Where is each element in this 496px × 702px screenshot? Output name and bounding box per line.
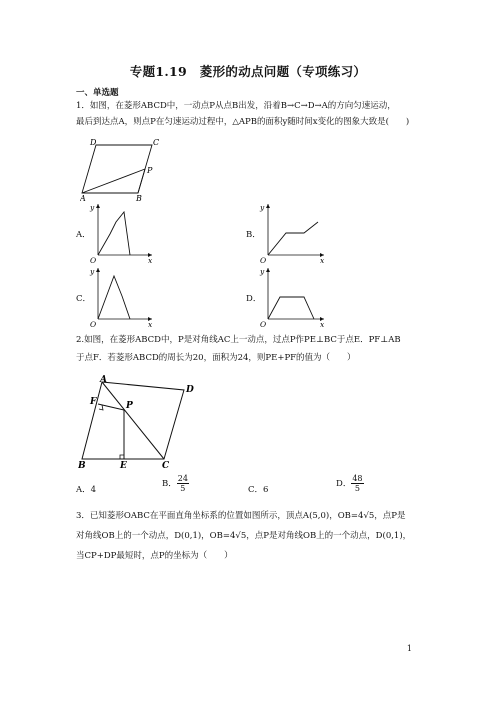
q2-label-c: C bbox=[162, 461, 170, 470]
q1-label-d: D bbox=[90, 138, 97, 147]
q1-label-a: A bbox=[80, 194, 86, 202]
q2-option-d-num: 48 bbox=[352, 474, 363, 483]
q1-option-a-label: A． bbox=[76, 230, 91, 240]
q2-label-a: A bbox=[100, 375, 107, 385]
q2-option-d-den: 5 bbox=[354, 484, 360, 493]
q1-option-d-graph bbox=[258, 264, 330, 328]
q1-b-origin: O bbox=[260, 256, 267, 264]
q2-option-d-fraction bbox=[351, 474, 363, 493]
q1-label-b: B bbox=[136, 194, 142, 202]
q2-label-b: B bbox=[78, 461, 86, 470]
q1-option-c-graph bbox=[86, 264, 156, 328]
q2-label-f: F bbox=[90, 397, 97, 407]
q1-c-axis-x: x bbox=[148, 320, 153, 328]
q1-option-d-label: D． bbox=[246, 294, 262, 304]
q1-a-axis-y: y bbox=[90, 203, 95, 212]
q2-option-b-num: 24 bbox=[177, 474, 188, 483]
q3-line1: 3．已知菱形OABC在平面直角坐标系的位置如图所示，顶点A(5,0)，OB=4√5，点P是 bbox=[76, 511, 406, 521]
q3-line3: 当CP+DP最短时，点P的坐标为（ ） bbox=[76, 551, 233, 561]
q2-option-b bbox=[162, 474, 189, 493]
q2-line2: 于点F．若菱形ABCD的周长为20，面积为24，则PE+PF的值为（ ） bbox=[76, 353, 356, 363]
q1-label-p: P bbox=[147, 166, 153, 175]
q1-a-axis-x: x bbox=[148, 256, 153, 264]
page-title: 专题1.19 菱形的动点问题（专项练习） bbox=[129, 64, 367, 79]
q1-line2: 最后到达点A，则点P在匀速运动过程中，△APB的面积y随时间x变化的图象大致是( ) bbox=[76, 117, 410, 127]
q1-c-axis-y: y bbox=[90, 267, 95, 276]
q1-d-origin: O bbox=[260, 320, 267, 328]
q1-option-b-label: B． bbox=[246, 230, 261, 240]
q1-a-origin: O bbox=[90, 256, 97, 264]
q2-option-b-den: 5 bbox=[180, 484, 186, 493]
q1-line1: 1．如图，在菱形ABCD中，一动点P从点B出发，沿着B→C→D→A的方向匀速运动， bbox=[76, 101, 396, 111]
q1-d-axis-x: x bbox=[320, 320, 325, 328]
q1-option-b-graph bbox=[258, 200, 330, 264]
q2-label-e: E bbox=[120, 461, 127, 470]
q1-label-c: C bbox=[153, 138, 160, 147]
page-number: 1 bbox=[406, 644, 412, 653]
q2-option-a: A．4 bbox=[76, 485, 97, 495]
q2-option-d bbox=[336, 474, 364, 493]
q2-label-p: P bbox=[126, 401, 133, 411]
q2-option-b-fraction bbox=[177, 474, 189, 493]
q2-option-d-label: D． bbox=[336, 479, 352, 489]
section-heading: 一、单选题 bbox=[76, 88, 119, 98]
q1-d-axis-y: y bbox=[260, 267, 265, 276]
q1-option-a-graph bbox=[86, 200, 156, 264]
q2-rhombus-figure bbox=[78, 370, 202, 470]
q2-option-b-label: B． bbox=[162, 479, 177, 489]
q1-c-origin: O bbox=[90, 320, 97, 328]
q2-option-c: C．6 bbox=[248, 485, 269, 495]
q2-label-d: D bbox=[186, 385, 194, 395]
q2-line1: 2.如图，在菱形ABCD中，P是对角线AC上一动点，过点P作PE⊥BC于点E．PF⊥AB bbox=[76, 335, 401, 345]
q1-option-c-label: C． bbox=[76, 294, 92, 304]
q1-rhombus-figure bbox=[80, 136, 170, 202]
q1-b-axis-x: x bbox=[320, 256, 325, 264]
q1-b-axis-y: y bbox=[260, 203, 265, 212]
q3-line2: 对角线OB上的一个动点，D(0,1)，OB=4√5，点P是对角线OB上的一个动点，D(0,1)， bbox=[76, 531, 412, 541]
